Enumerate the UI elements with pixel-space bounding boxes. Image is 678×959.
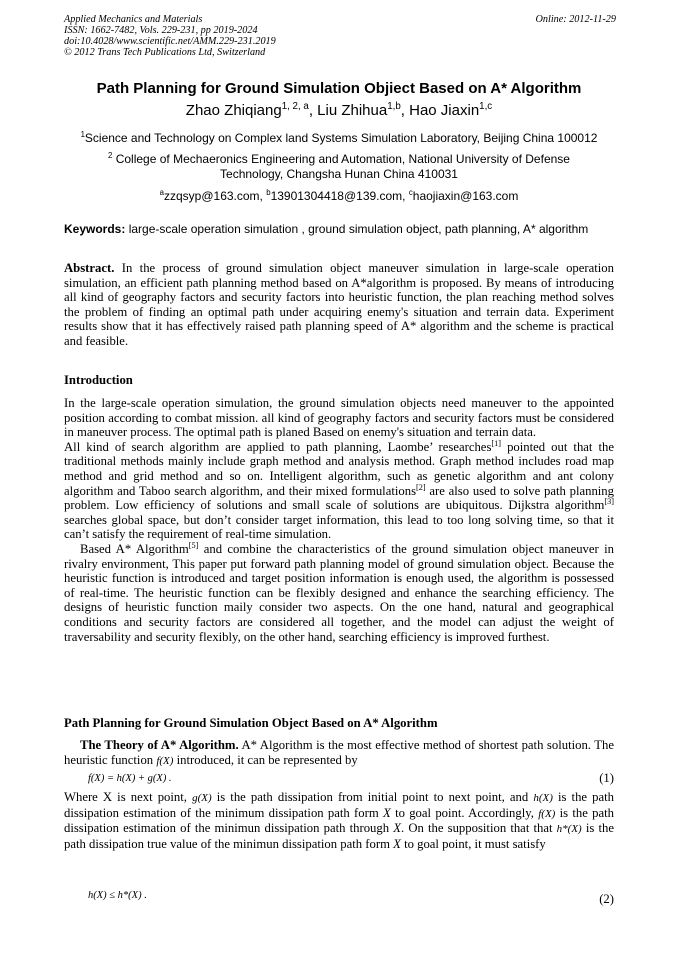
section2-heading: Path Planning for Ground Simulation Object Based on A* Algorithm	[64, 716, 438, 730]
author-sup: 1,c	[479, 101, 493, 112]
math-term: X	[393, 836, 401, 851]
email-sup: a	[159, 188, 164, 197]
keywords-text: large-scale operation simulation , ground simulation object, path planning, A* algorithm	[125, 222, 589, 236]
keywords	[64, 222, 614, 237]
affil-text: Technology, Changsha Hunan China 410031	[220, 167, 458, 181]
author-sep: ,	[308, 102, 318, 119]
affil-text: College of Mechaeronics Engineering and Automation, National University of Defense	[115, 152, 570, 166]
citation: [5]	[188, 540, 199, 550]
paper-title: Path Planning for Ground Simulation Objiect Based on A* Algorithm	[96, 80, 582, 97]
equation-2-number: (2)	[599, 892, 614, 906]
text-run: and combine the characteristics of the ground simulation object maneuver in rivalry environment, This paper put forward path planning model of ground simulation object. Because the heuristic function is introduced and target position information is enough used, the algorithm is possessed of real-time. The heuristic function can be flexibly designed and enhance the searching efficiency. The designs of heuristic function maily consider two aspects. On the one hand, natural and geographical conditions and security factors are considered all together, and the model can adjust the weight of traversability and security flexibly, on the other hand, searching efficiency is improved furthest.	[64, 541, 614, 644]
email: 13901304418@139.com,	[270, 189, 409, 203]
math-term: f(X)	[156, 754, 174, 767]
text-run: is the path dissipation from initial point to next point, and	[211, 790, 534, 804]
abstract-text: In the process of ground simulation object maneuver simulation in large-scale operation simulation, an efficient path planning method based on A*algorithm is proposed. By means of introducing all kind of geography factors and security factors into heuristic function, the plan reaching method solves the problem of finding an optimal path under acquiring enemy's situation and terrain data. Experiment results show that it has effectively raised path planning speed of A* algorithm and the scheme is practical and feasible.	[64, 261, 614, 348]
intro-paragraph-2	[64, 440, 614, 542]
equation-1: f(X) = h(X) + g(X) .	[88, 773, 172, 784]
email-line	[0, 189, 678, 204]
email: haojiaxin@163.com	[412, 189, 519, 203]
text-run: are also used to solve path planning problem. Low efficiency of solutions and small scale of solutions are ubiquitous. Dijkstra algorithm	[64, 483, 614, 513]
text-run: is the path dissipation true value of the minimun dissipation path form	[64, 821, 614, 851]
text-run: . On the supposition that that	[401, 821, 557, 836]
equation-2: h(X) ≤ h*(X) .	[88, 890, 147, 901]
doi-line: doi:10.4028/www.scientific.net/AMM.229-231.2019	[64, 36, 276, 47]
affil-sup: 1	[80, 130, 85, 139]
abstract-label: Abstract.	[64, 261, 115, 275]
text-run: is the path dissipation estimation of the minimum dissipation path form	[64, 790, 615, 820]
author-name: Zhao Zhiqiang	[185, 102, 282, 119]
affil-text: Science and Technology on Complex land Systems Simulation Laboratory, Beijing China 100012	[84, 131, 598, 145]
intro-paragraph-1: In the large-scale operation simulation, the ground simulation objects need maneuver to the appointed position according to combat mission. all kind of geography factors and security factors must be considered in maneuver process. The optimal path is planed Based on enemy's situation and terrain data.	[64, 396, 614, 440]
email-sup: b	[266, 188, 271, 197]
citation: [3]	[604, 496, 614, 506]
author-sup: 1, 2, a	[281, 101, 309, 112]
online-date: Online: 2012-11-29	[535, 14, 616, 25]
math-term: f(X)	[538, 807, 556, 820]
text-run: to goal point. Accordingly,	[390, 805, 539, 820]
math-term: g(X)	[192, 792, 212, 804]
affil-sup: 2	[108, 151, 113, 160]
section2-text	[64, 790, 614, 851]
text-run: is the path dissipation estimation of the minimun dissipation path through	[64, 805, 614, 836]
text-run: All kind of search algorithm are applied to path planning, Laombe’ researches	[64, 439, 492, 454]
text-run: Based A* Algorithm	[80, 541, 189, 556]
equation-1-number: (1)	[599, 771, 614, 785]
citation: [1]	[491, 438, 502, 448]
intro-heading: Introduction	[64, 373, 133, 387]
journal-name: Applied Mechanics and Materials	[64, 14, 203, 25]
math-term: X	[393, 821, 402, 836]
text-run: A* Algorithm is the most effective method of shortest path solution. The heuristic function	[64, 738, 614, 767]
section2-intro	[64, 738, 614, 768]
math-term: h*(X)	[556, 823, 582, 836]
abstract	[64, 261, 614, 349]
math-term: h(X)	[533, 792, 553, 804]
author-sep: ,	[400, 102, 410, 119]
author-list	[0, 102, 678, 119]
author-name: Hao Jiaxin	[409, 102, 480, 119]
author-sup: 1,b	[387, 101, 401, 112]
text-run: Where X is next point,	[64, 790, 193, 804]
text-run: searches global space, but don’t consider target information, this lead to too long solving time, so that it can’t satisfy the requirement of real-time simulation.	[64, 512, 614, 542]
copyright-line: © 2012 Trans Tech Publications Ltd, Switzerland	[64, 47, 266, 58]
email-sup: c	[408, 188, 413, 197]
text-run: pointed out that the traditional methods mainly include graph method and analysis method. Graph method includes road map method and grid method and so on. Intelligent algorithm, such as genetic algorithm and ant colony algorithm and Taboo search algorithm, and their mixed formulations	[64, 439, 614, 498]
affiliation-1	[0, 131, 678, 146]
email: zzqsyp@163.com,	[163, 189, 267, 203]
text-run: to goal point, it must satisfy	[400, 836, 546, 851]
text-run: introduced, it can be represented by	[173, 752, 358, 767]
affiliation-2	[0, 152, 678, 182]
subsection-heading: The Theory of A* Algorithm.	[80, 738, 239, 752]
intro-paragraph-3	[64, 542, 614, 644]
author-name: Liu Zhihua	[317, 102, 388, 119]
issn-line: ISSN: 1662-7482, Vols. 229-231, pp 2019-2024	[64, 25, 258, 36]
intro-body	[64, 396, 614, 644]
journal-header	[64, 14, 616, 58]
citation: [2]	[416, 482, 426, 492]
math-term: X	[383, 805, 391, 820]
keywords-label: Keywords:	[64, 222, 126, 236]
